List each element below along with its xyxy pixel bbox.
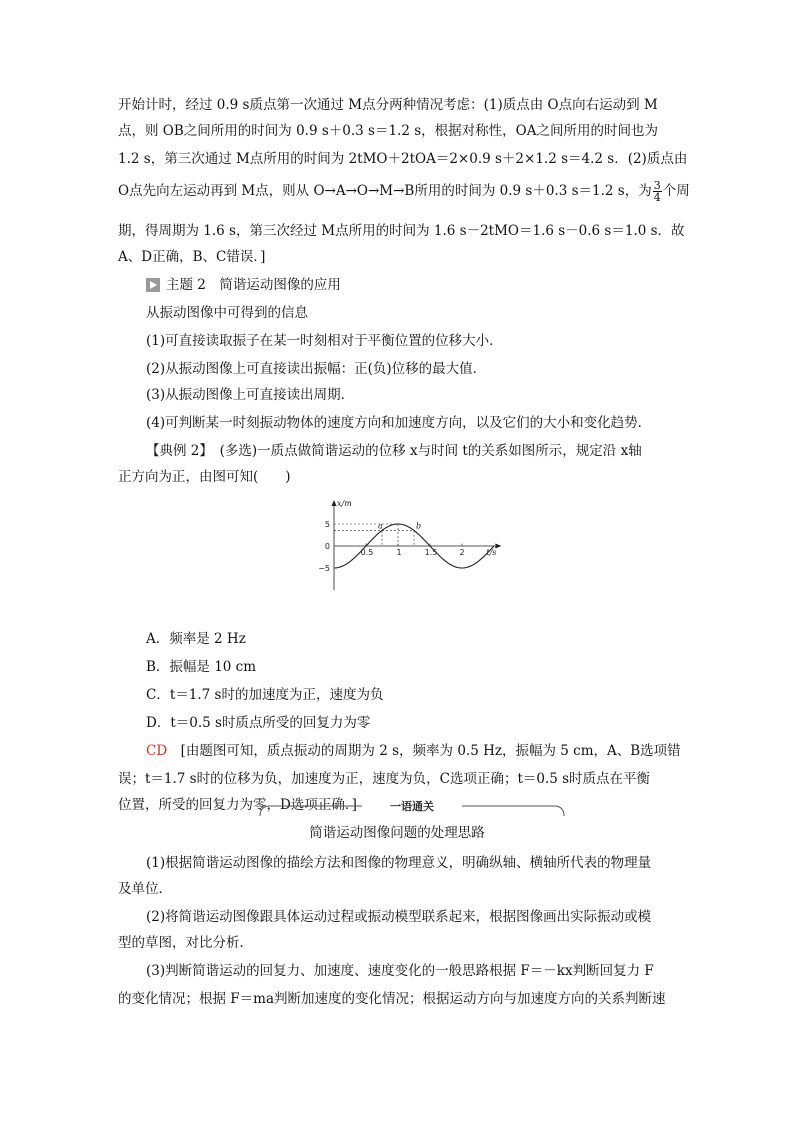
intro-line-1: 开始计时，经过 0.9 s质点第一次通过 M点分两种情况考虑：(1)质点由 O点向右运动到 M (118, 97, 658, 113)
x-tick-label-1.5: 1.5 (424, 548, 438, 557)
play-icon (146, 278, 160, 292)
intro-line-2: 点，则 OB之间所用的时间为 0.9 s＋0.3 s＝1.2 s，根据对称性，OA之间所用的时间也为 (118, 123, 658, 139)
y-tick-label-0: 5 (324, 520, 330, 529)
option-a: A．频率是 2 Hz (146, 631, 246, 647)
x-tick-label-2: 2 (459, 548, 465, 557)
y-axis-label: x/m (337, 499, 352, 508)
y-tick-label-2: −5 (318, 564, 330, 573)
answer-line-3: 位置，所受的回复力为零，D选项正确．] (118, 797, 357, 813)
x-axis-label: t/s (486, 548, 497, 557)
example-line-1: 【典例 2】 (多选)一质点做简谐运动的位移 x与时间 t的关系如图所示，规定沿 x轴 (146, 443, 642, 459)
tip-badge: 一语通关 (390, 800, 434, 813)
point-label-a: a (378, 521, 383, 531)
tip-line-5: (3)判断简谐运动的回复力、加速度、速度变化的一般思路根据 F＝－kx判断回复力 F (146, 963, 654, 979)
tip-divider (258, 800, 566, 820)
topic-item-4: (4)可判断某一时刻振动物体的速度方向和加速度方向，以及它们的大小和变化趋势． (146, 415, 652, 431)
intro-line-4-tail: 个周 (662, 183, 690, 199)
tip-line-4: 型的草图，对比分析． (118, 935, 253, 951)
intro-line-4-text: O点先向左运动再到 M点，则从 O→A→O→M→B所用的时间为 0.9 s＋0.3 s＝1.2 s，为 (118, 183, 652, 199)
displacement-time-chart (306, 496, 516, 592)
intro-line-3: 1.2 s，第三次通过 M点所用的时间为 2tMO＋2tOA＝2×0.9 s＋2×1.2 s＝4.2 s．(2)质点由 (118, 151, 688, 167)
answer-line-1-text: [由题图可知，质点振动的周期为 2 s，频率为 0.5 Hz，振幅为 5 cm，A、B选项错 (167, 743, 681, 759)
option-d: D．t＝0.5 s时质点所受的回复力为零 (146, 715, 371, 731)
fraction-denominator: 4 (653, 191, 661, 204)
option-b: B．振幅是 10 cm (146, 659, 257, 675)
tip-line-2: 及单位． (118, 881, 172, 897)
topic-heading (146, 272, 341, 298)
answer-key: CD (146, 743, 168, 759)
answer-line-1 (146, 738, 706, 764)
example-line-2: 正方向为正，由图可知( ) (118, 469, 291, 485)
x-tick-label-1: 1 (396, 548, 402, 557)
tip-title: 简谐运动图像问题的处理思路 (309, 825, 485, 841)
fraction (653, 180, 662, 203)
y-tick-label-1: 0 (324, 542, 330, 551)
topic-subhead: 从振动图像中可得到的信息 (146, 305, 308, 321)
tip-line-1: (1)根据简谐运动图像的描绘方法和图像的物理意义，明确纵轴、横轴所代表的物理量 (146, 855, 652, 871)
intro-line-5: 期，得周期为 1.6 s，第三次经过 M点所用的时间为 1.6 s－2tMO＝1.6 s－0.6 s＝1.0 s．故 (118, 223, 685, 239)
tip-line-3: (2)将简谐运动图像跟具体运动过程或振动模型联系起来，根据图像画出实际振动或模 (146, 909, 652, 925)
topic-item-3: (3)从振动图像上可直接读出周期． (146, 387, 355, 403)
intro-line-4 (118, 178, 690, 204)
option-c: C．t＝1.7 s时的加速度为正，速度为负 (146, 687, 384, 703)
x-tick-label-0.5: 0.5 (360, 548, 374, 557)
y-axis-arrow (332, 500, 337, 506)
topic-heading-text: 主题 2 简谐运动图像的应用 (166, 277, 341, 293)
fraction-numerator: 3 (653, 179, 661, 192)
point-label-b: b (416, 521, 422, 531)
intro-line-6: A、D正确，B、C错误．] (118, 249, 266, 265)
topic-item-2: (2)从振动图像上可直接读出振幅：正(负)位移的最大值． (146, 361, 487, 377)
answer-line-2: 误；t＝1.7 s时的位移为负，加速度为正，速度为负，C选项正确；t＝0.5 s时质点在平衡 (118, 771, 651, 787)
topic-item-1: (1)可直接读取振子在某一时刻相对于平衡位置的位移大小． (146, 333, 503, 349)
tip-line-6: 的变化情况；根据 F＝ma判断加速度的变化情况；根据运动方向与加速度方向的关系判断速 (118, 991, 666, 1007)
